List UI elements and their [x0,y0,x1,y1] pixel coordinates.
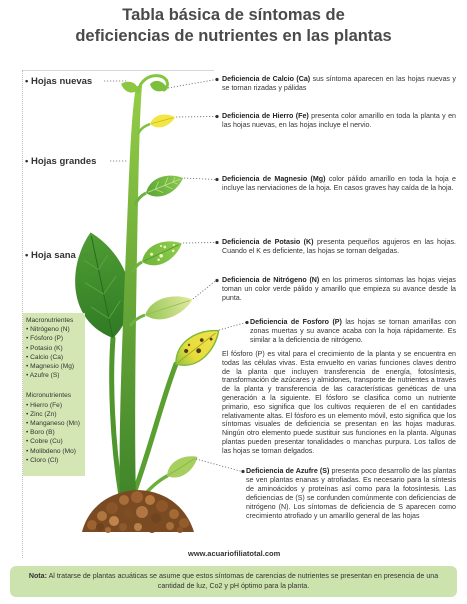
list-item: • Molibdeno (Mo) [26,447,76,455]
list-item: • Zinc (Zn) [26,410,57,418]
iron-leader-line [176,117,216,118]
deficiency-text: presenta poco desarrollo de las plantas se ven plantas enanas y atrofiadas. Es necesario para la síntesis de aminoácidos y proteínas así como para la fotosíntesis. Las deficiencias de (S) se confunden comúnmente con deficiencias de nitrógeno (N). Los síntomas de deficiencia de S aparecen como crecimiento atrofiado y un amarillo general de las hojas [246,467,456,520]
sulfur-bullet-dot [241,470,244,473]
calcium-bullet-dot [215,78,218,81]
deficiency-name: Deficiencia de Potasio (K) [222,238,314,246]
website-url: www.acuariofiliatotal.com [188,549,281,558]
deficiency-text: sus síntoma aparecen en las hojas nuevas y se tornan rizadas y pálidas [222,75,456,92]
deficiency-name: Deficiencia de Nitrógeno (N) [222,276,320,284]
potassium-deficiency-leaf [138,234,187,271]
magnesium-bullet-dot [215,178,218,181]
magnesium-deficiency-description [222,175,456,193]
list-item: • Fósforo (P) [26,335,64,343]
title-line-1: Tabla básica de síntomas de [122,6,345,24]
list-item: • Magnesio (Mg) [26,363,75,371]
label-new-leaves: • Hojas nuevas [25,76,93,87]
macronutrients-heading: Macronutrientes [26,317,74,324]
label-large-leaves: • Hojas grandes [25,156,97,167]
phosphorus-leader-line [219,323,246,331]
magnesium-leader-line [184,178,216,180]
list-item: • Azufre (S) [26,372,60,380]
nitrogen-bullet-dot [215,279,218,282]
calcium-leader-line [168,80,216,89]
micronutrients-heading: Micronutrientes [26,392,72,400]
list-item: • Calcio (Ca) [26,353,64,361]
phosphorus-deficiency-description [250,318,456,345]
title-line-2: deficiencias de nutrientes en las plantas [75,27,392,45]
potassium-bullet-dot [215,241,218,244]
nitrogen-leader-line [193,281,216,300]
list-item: • Potasio (K) [26,344,63,352]
calcium-deficiency-description [222,75,456,93]
magnesium-deficiency-leaf [143,169,187,201]
deficiency-name: Deficiencia de Fosforo (P) [250,318,342,326]
list-item: • Cobre (Cu) [26,438,63,446]
nitrogen-deficiency-leaf [142,290,196,325]
list-item: • Hierro (Fe) [26,401,63,409]
list-item: • Nitrógeno (N) [26,326,70,334]
potassium-deficiency-description [222,238,456,256]
deficiency-name: Deficiencia de Calcio (Ca) [222,75,311,83]
deficiency-name: Deficiencia de Hierro (Fe) [222,112,309,120]
frame-top-divider [22,70,214,71]
deficiency-text: presenta color amarillo en toda la planta y en las hojas nuevas, en las hojas incluye el nervio. [222,112,456,129]
potassium-leader-line [183,243,216,244]
soil-mound [82,490,194,533]
iron-deficiency-leaf [148,111,176,130]
list-spacer [26,380,85,391]
page-title [0,5,467,47]
nutrients-list-box [23,313,85,476]
list-item: • Boro (B) [26,429,55,437]
sulfur-leader-line [196,459,242,472]
sulfur-deficiency-description [246,467,456,521]
deficiency-name: Deficiencia de Azufre (S) [246,467,330,475]
iron-deficiency-description [222,112,456,130]
left-branch-stem [112,338,121,496]
deficiency-text: las hojas se tornan amarillas con zonas muertas y su avance acaba con la hoja rápidamente. Es similar a la deficiencia de nitrógeno. [250,318,456,344]
sulfur-deficiency-leaf [163,450,202,483]
deficiency-text: en los primeros síntomas las hojas viejas toman un color verde pálido y amarillo que empieza su avance desde la punta. [222,276,456,302]
phosphorus-bullet-dot [245,321,248,324]
note-box [10,566,457,597]
deficiency-text: color pálido amarillo en toda la hoja e incluye las nerviaciones de la hoja. En casos graves hay caída de la hoja. [222,175,456,192]
note-text: Al tratarse de plantas acuáticas se asume que estos síntomas de carencias de nutrientes se presentan en presencia de una cantidad de luz, Co2 y pH óptimo para la planta. [48,572,439,590]
deficiency-text: presenta pequeños agujeros en las hojas. Cuando el K es deficiente, las hojas se tornan delgadas. [222,238,456,255]
nitrogen-deficiency-description [222,276,456,303]
note-label: Nota: [28,572,47,580]
list-item: • Manganeso (Mn) [26,420,80,428]
iron-bullet-dot [215,115,218,118]
label-healthy-leaf: • Hoja sana [25,250,76,261]
list-item: • Cloro (Cl) [26,456,59,464]
phosphorus-info-paragraph: El fósforo (P) es vital para el crecimiento de la planta y se encuentra en todas las células vivas. Esta envuelto en varias funciones claves dentro de la planta que incluyen transferencia de energía, fotosíntesis, transformación de azúcares y almidones, transporte de nutrientes a través de la planta y transferencia de las características genéticas de una generación a la siguiente. El fósforo se clasifica como un nutriente primario, eso significa que los cultivos requieren de el en cantidades relativamente altas. El fósforo es un elemento móvil, esto significa que los síntomas visuales de deficiencia se presentan en las hojas maduras. Ningún otro elemento puede sustituir sus funciones en la planta. Algunas plantas pueden presentar tonalidades o manchas purpura. Los tallos de las hojas se tornan delgados. [222,350,456,455]
deficiency-name: Deficiencia de Magnesio (Mg) [222,175,326,183]
